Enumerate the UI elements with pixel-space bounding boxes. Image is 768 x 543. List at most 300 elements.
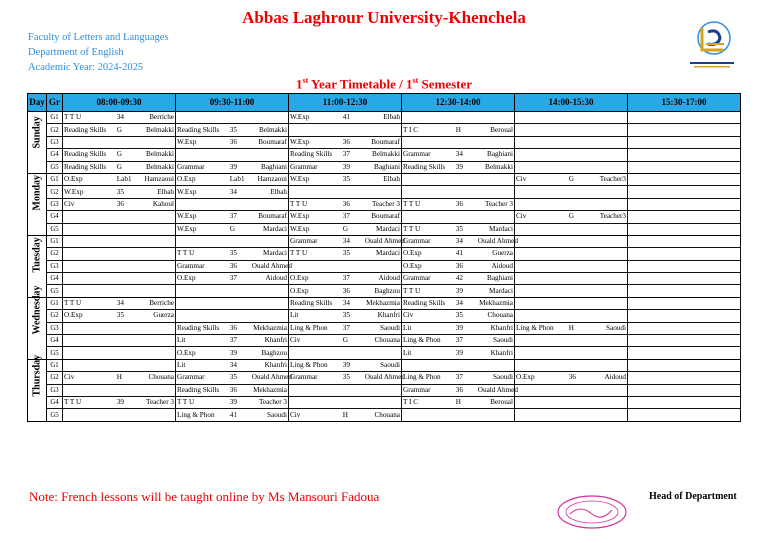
department-stamp-icon <box>556 494 628 530</box>
slot-cell <box>628 310 741 322</box>
session <box>177 162 287 173</box>
session <box>290 298 400 309</box>
session <box>290 149 400 160</box>
slot-cell <box>289 124 402 136</box>
session-course: Ling & Phon <box>290 361 328 369</box>
session-teacher: Beroual <box>490 125 513 134</box>
slot-cell <box>628 359 741 371</box>
session-teacher: Aidoud <box>265 274 287 283</box>
slot-cell <box>515 173 628 185</box>
slot-cell <box>289 372 405 384</box>
slot-cell <box>402 260 515 272</box>
session-teacher: Saoudi <box>493 373 513 382</box>
session-teacher: Aidoud <box>604 373 626 382</box>
slot-cell <box>63 223 176 235</box>
session-course: T T U <box>177 398 195 407</box>
group-column-header: Gr <box>47 94 63 112</box>
session-teacher: Mardaci <box>263 224 287 233</box>
slot-cell <box>402 273 515 285</box>
session <box>403 348 513 359</box>
session-teacher: Elbah <box>383 113 400 122</box>
slot-cell <box>628 409 741 421</box>
slot-cell <box>176 136 289 148</box>
session-room: 41 <box>229 410 237 419</box>
session-room: 35 <box>229 249 237 258</box>
session-room: 36 <box>455 199 463 208</box>
session-course: Grammar <box>290 237 318 246</box>
slot-cell <box>289 235 405 247</box>
session-room: 37 <box>229 274 237 283</box>
group-cell: G4 <box>47 149 63 161</box>
session <box>177 211 287 222</box>
session-course: Ling & Phon <box>290 323 328 332</box>
session-course: Grammar <box>403 385 431 394</box>
session-course: O.Exp <box>177 348 196 357</box>
slot-cell <box>63 211 176 223</box>
session-room: 35 <box>342 311 350 320</box>
session-room: 39 <box>455 323 463 332</box>
academic-year-line: Academic Year: 2024-2025 <box>28 62 144 73</box>
session-course: W.Exp <box>177 137 197 146</box>
session-course: O.Exp <box>177 274 196 283</box>
session <box>516 372 626 383</box>
session-room: 36 <box>342 137 350 146</box>
session <box>177 385 287 396</box>
slot-cell <box>63 297 176 309</box>
session-room: 41 <box>342 113 350 122</box>
slot-header-6: 15:30-17:00 <box>628 94 741 112</box>
head-of-department: Head of Department <box>649 491 737 502</box>
slot-cell <box>628 372 741 384</box>
session <box>403 323 513 334</box>
table-row <box>28 310 741 322</box>
session-room: G <box>342 224 348 233</box>
slot-cell <box>515 260 628 272</box>
slot-cell <box>63 198 176 210</box>
table-row <box>28 149 741 161</box>
session-teacher: Teacher 3 <box>484 199 513 208</box>
slot-cell <box>176 124 289 136</box>
slot-cell <box>176 297 289 309</box>
slot-cell <box>176 235 289 247</box>
session-course: Civ <box>403 311 414 320</box>
slot-cell <box>515 359 628 371</box>
slot-cell <box>176 310 289 322</box>
session-teacher: Mekhazmia <box>479 299 513 308</box>
session <box>64 174 174 185</box>
slot-cell <box>628 285 741 297</box>
session <box>403 149 513 160</box>
session-teacher: Chouana <box>374 410 400 419</box>
session-teacher: Saoudi <box>267 410 287 419</box>
slot-cell <box>515 310 628 322</box>
session <box>290 211 400 222</box>
table-row <box>28 409 741 421</box>
session <box>177 348 287 359</box>
session-course: Grammar <box>177 162 205 171</box>
group-cell: G2 <box>47 124 63 136</box>
slot-cell <box>515 112 628 124</box>
slot-cell <box>402 173 515 185</box>
slot-cell <box>628 173 741 185</box>
session-teacher: Mardaci <box>376 224 400 233</box>
slot-cell <box>176 372 292 384</box>
session <box>403 125 513 136</box>
session-room: G <box>229 224 235 233</box>
session-room: 39 <box>116 398 124 407</box>
session-room: G <box>116 150 122 159</box>
session-course: Civ <box>516 175 527 184</box>
slot-cell <box>289 248 402 260</box>
slot-cell <box>628 223 741 235</box>
session-room: 39 <box>455 286 463 295</box>
session-course: Lit <box>403 348 412 357</box>
slot-cell <box>628 235 741 247</box>
group-cell: G2 <box>47 186 63 198</box>
session-room: 35 <box>342 175 350 184</box>
session-course: Civ <box>64 199 75 208</box>
session-room: 36 <box>116 199 124 208</box>
slot-cell <box>402 322 515 334</box>
slot-cell <box>289 322 402 334</box>
slot-cell <box>402 136 515 148</box>
day-label: Thursday <box>31 354 43 397</box>
timetable-body <box>28 112 741 422</box>
group-cell: G1 <box>47 359 63 371</box>
slot-cell <box>63 173 176 185</box>
session-teacher: Belmakki <box>259 125 287 134</box>
session-room: 36 <box>229 261 237 270</box>
session <box>64 149 174 160</box>
university-logo-icon <box>680 14 740 74</box>
session-room: 34 <box>229 187 237 196</box>
group-cell: G4 <box>47 396 63 408</box>
session-teacher: Boumaraf <box>258 212 287 221</box>
slot-cell <box>176 112 289 124</box>
session-teacher: Ouald Ahmed <box>251 373 292 382</box>
session <box>290 360 400 371</box>
slot-cell <box>176 396 289 408</box>
session-course: W.Exp <box>290 224 310 233</box>
slot-cell <box>515 248 628 260</box>
slot-cell <box>289 136 402 148</box>
session-course: T T U <box>64 299 82 308</box>
session-room: 39 <box>342 361 350 369</box>
group-cell: G4 <box>47 273 63 285</box>
session-teacher: Kahoul <box>152 199 174 208</box>
session <box>403 385 518 396</box>
session-course: Reading Skills <box>177 323 220 332</box>
session-course: W.Exp <box>290 137 310 146</box>
session-course: Civ <box>516 212 527 221</box>
session <box>177 397 287 408</box>
session-course: O.Exp <box>516 373 535 382</box>
session <box>403 310 513 321</box>
slot-cell <box>63 124 176 136</box>
session <box>64 372 174 383</box>
slot-cell <box>63 161 176 173</box>
slot-header-1: 08:00-09:30 <box>63 94 176 112</box>
session-course: Reading Skills <box>64 162 107 171</box>
slot-cell <box>176 322 289 334</box>
session-teacher: Ouald Ahmed <box>364 373 405 382</box>
slot-cell <box>628 248 741 260</box>
slot-cell <box>289 335 402 347</box>
session-room: 35 <box>455 224 463 233</box>
group-cell: G3 <box>47 136 63 148</box>
session <box>64 187 174 198</box>
session-room: 36 <box>229 323 237 332</box>
university-title: Abbas Laghrour University-Khenchela <box>242 8 526 27</box>
session-room: 34 <box>229 361 237 369</box>
slot-cell <box>515 161 628 173</box>
table-row <box>28 112 741 124</box>
session-course: Ling & Phon <box>403 336 441 345</box>
table-row <box>28 161 741 173</box>
slot-header-3: 11:00-12:30 <box>289 94 402 112</box>
slot-cell <box>176 359 289 371</box>
slot-cell <box>63 273 176 285</box>
slot-cell <box>402 384 518 396</box>
session-course: Reading Skills <box>64 150 107 159</box>
table-row <box>28 297 741 309</box>
day-column-header: Day <box>28 94 47 112</box>
session <box>177 360 287 371</box>
table-row <box>28 198 741 210</box>
table-row <box>28 124 741 136</box>
session <box>516 323 626 334</box>
day-label-cell <box>28 173 47 235</box>
session-teacher: Baghzou <box>261 348 287 357</box>
session-room: G <box>342 336 348 345</box>
session-teacher: Baghiani <box>487 150 513 159</box>
header-info <box>28 30 169 75</box>
session-course: Grammar <box>290 373 318 382</box>
session-teacher: Teacher 3 <box>371 199 400 208</box>
slot-cell <box>402 297 515 309</box>
group-cell: G1 <box>47 297 63 309</box>
session <box>290 310 400 321</box>
slot-cell <box>402 359 515 371</box>
table-row <box>28 347 741 359</box>
session-room: 34 <box>342 299 350 308</box>
slot-cell <box>515 285 628 297</box>
table-row <box>28 211 741 223</box>
session-room: 41 <box>455 249 463 258</box>
session-room: G <box>116 162 122 171</box>
session <box>290 162 400 173</box>
session-room: 36 <box>342 286 350 295</box>
session-teacher: Chouana <box>148 373 174 382</box>
header-row <box>28 94 741 112</box>
session-teacher: Teacher3 <box>599 212 626 221</box>
timetable-title: 1st Year Timetable / 1st Semester <box>295 76 473 92</box>
slot-cell <box>628 136 741 148</box>
session-room: 34 <box>455 299 463 308</box>
slot-cell <box>402 198 515 210</box>
slot-cell <box>515 384 628 396</box>
session <box>64 112 174 123</box>
session-teacher: Boumaraf <box>258 137 287 146</box>
slot-cell <box>63 248 176 260</box>
session-course: O.Exp <box>403 261 422 270</box>
slot-cell <box>515 235 628 247</box>
session-teacher: Belmakki <box>146 162 174 171</box>
slot-cell <box>515 335 628 347</box>
session <box>290 335 400 346</box>
session-room: 37 <box>455 373 463 382</box>
group-cell: G1 <box>47 173 63 185</box>
session-room: H <box>455 125 461 134</box>
session-teacher: Saoudi <box>380 323 400 332</box>
session <box>177 410 287 421</box>
session-course: Lit <box>177 336 186 345</box>
session-room: 37 <box>342 323 350 332</box>
table-row <box>28 273 741 285</box>
session <box>290 273 400 284</box>
table-row <box>28 260 741 272</box>
slot-cell <box>289 359 402 371</box>
slot-cell <box>628 124 741 136</box>
slot-cell <box>515 396 628 408</box>
session <box>403 248 513 259</box>
slot-cell <box>402 409 515 421</box>
slot-cell <box>289 273 402 285</box>
session-course: Ling & Phon <box>516 323 554 332</box>
table-row <box>28 322 741 334</box>
session-teacher: Baghzou <box>374 286 400 295</box>
session-teacher: Ouald Ahmed <box>251 261 292 270</box>
slot-cell <box>176 186 289 198</box>
slot-cell <box>289 211 402 223</box>
session-room: 35 <box>342 373 350 382</box>
table-row <box>28 372 741 384</box>
session-course: T I C <box>403 125 419 134</box>
session-teacher: Guerza <box>492 249 513 258</box>
session <box>403 224 513 235</box>
session <box>177 224 287 235</box>
session-room: H <box>568 323 574 332</box>
session <box>403 236 518 247</box>
slot-cell <box>63 285 176 297</box>
session-room: G <box>568 175 574 184</box>
slot-cell <box>402 124 515 136</box>
session-teacher: Teacher3 <box>599 175 626 184</box>
slot-cell <box>515 322 628 334</box>
slot-cell <box>176 260 292 272</box>
session-room: 35 <box>116 187 124 196</box>
session <box>177 137 287 148</box>
session-teacher: Khanfri <box>490 323 513 332</box>
session-room: 35 <box>342 249 350 258</box>
session-room: 37 <box>229 336 237 345</box>
session-room: H <box>455 398 461 407</box>
slot-cell <box>289 186 402 198</box>
day-label: Sunday <box>31 116 43 149</box>
session <box>290 286 400 297</box>
session-course: T T U <box>64 398 82 407</box>
session-teacher: Baghiani <box>374 162 400 171</box>
slot-cell <box>176 285 289 297</box>
table-row <box>28 136 741 148</box>
session-course: W.Exp <box>64 187 84 196</box>
session-course: Lit <box>177 361 186 369</box>
session <box>177 248 287 259</box>
french-lessons-note: Note: French lessons will be taught online by Ms Mansouri Fadoua <box>29 489 380 504</box>
session-room: Lab1 <box>229 175 245 184</box>
session-teacher: Baghiani <box>261 162 287 171</box>
slot-cell <box>402 112 515 124</box>
session-course: Civ <box>290 336 301 345</box>
session-room: Lab1 <box>116 175 132 184</box>
session-course: Civ <box>64 373 75 382</box>
session-teacher: Mekhazmia <box>366 299 400 308</box>
session-teacher: Beroual <box>490 398 513 407</box>
slot-cell <box>63 396 176 408</box>
slot-cell <box>515 136 628 148</box>
slot-cell <box>176 335 289 347</box>
session-course: Civ <box>290 410 301 419</box>
session-teacher: Chouana <box>374 336 400 345</box>
slot-cell <box>515 409 628 421</box>
slot-cell <box>63 372 176 384</box>
slot-cell <box>289 310 402 322</box>
session-room: 35 <box>229 373 237 382</box>
slot-cell <box>402 248 515 260</box>
session-course: Reading Skills <box>290 299 333 308</box>
session-teacher: Mekhazmia <box>253 385 287 394</box>
slot-cell <box>515 372 628 384</box>
session-teacher: Belmakki <box>372 150 400 159</box>
session <box>290 137 400 148</box>
slot-cell <box>176 223 289 235</box>
session-teacher: Mardaci <box>489 286 513 295</box>
group-cell: G5 <box>47 223 63 235</box>
session-room: G <box>116 125 122 134</box>
session <box>290 199 400 210</box>
group-cell: G3 <box>47 384 63 396</box>
session-course: W.Exp <box>290 113 310 122</box>
slot-cell <box>402 285 515 297</box>
session <box>177 335 287 346</box>
session <box>64 199 174 210</box>
session <box>64 125 174 136</box>
slot-cell <box>63 112 176 124</box>
group-cell: G5 <box>47 409 63 421</box>
group-cell: G2 <box>47 248 63 260</box>
slot-cell <box>289 384 402 396</box>
slot-cell <box>176 161 289 173</box>
slot-cell <box>628 211 741 223</box>
group-cell: G2 <box>47 310 63 322</box>
day-label: Wednesday <box>31 285 43 335</box>
group-cell: G5 <box>47 347 63 359</box>
faculty-line: Faculty of Letters and Languages <box>28 32 169 43</box>
slot-cell <box>628 273 741 285</box>
slot-cell <box>289 409 402 421</box>
session-teacher: Mardaci <box>376 249 400 258</box>
session-room: G <box>568 212 574 221</box>
table-row <box>28 248 741 260</box>
session-room: H <box>342 410 348 419</box>
slot-cell <box>402 149 515 161</box>
slot-cell <box>176 347 289 359</box>
session-course: W.Exp <box>290 212 310 221</box>
session-teacher: Khanfri <box>490 348 513 357</box>
session-room: 42 <box>455 274 463 283</box>
session-course: T I C <box>403 398 419 407</box>
session-course: Grammar <box>403 150 431 159</box>
